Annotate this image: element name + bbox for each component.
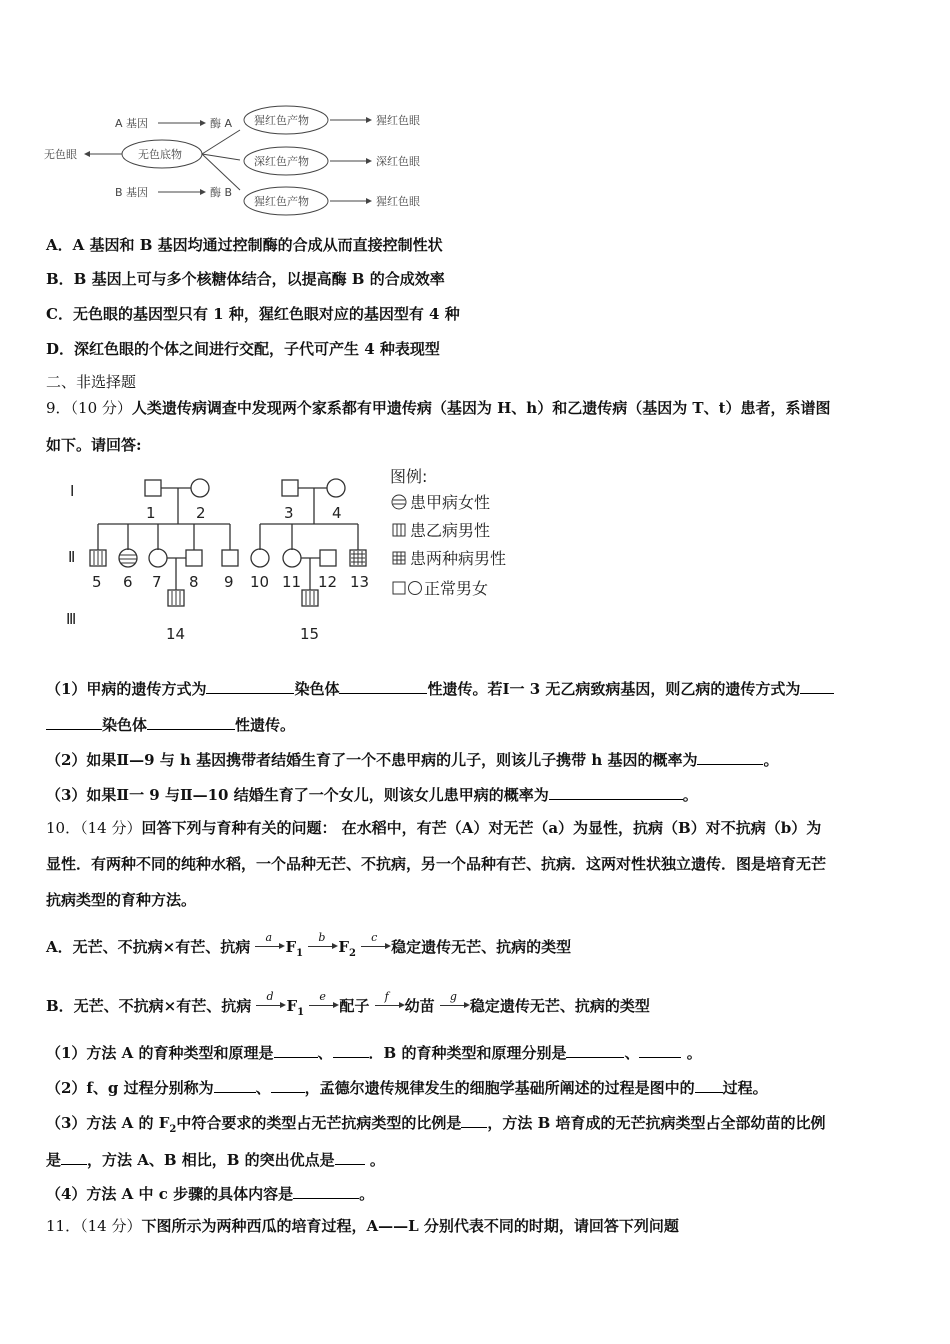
q11-number: 11． <box>46 1217 81 1235</box>
arrow-step-g: g <box>440 998 470 1016</box>
method-b-seedling: 幼苗 <box>404 997 435 1015</box>
q10-sub1-d: 、 <box>624 1044 640 1062</box>
legend-title: 图例: <box>390 467 428 486</box>
individual-1: 1 <box>146 504 156 522</box>
scarlet-product-top: 猩红色产物 <box>254 114 309 127</box>
q10-method-b <box>46 990 650 1024</box>
method-b-prefix: B．无芒、不抗病×有芒、抗病 <box>46 997 252 1015</box>
q10-sub2-b: 、 <box>255 1079 271 1097</box>
q9-sub1-p5: 性遗传。 <box>235 716 296 734</box>
answer-blank[interactable] <box>214 1076 256 1093</box>
method-b-f1: F <box>286 997 298 1015</box>
enzyme-a-label: 酶 A <box>210 117 233 130</box>
q9-sub1-p2: 染色体 <box>294 680 340 698</box>
colorless-eye-label: 无色眼 <box>44 148 77 161</box>
legend-female-disease-a: 患甲病女性 <box>410 493 491 512</box>
individual-14: 14 <box>166 625 186 643</box>
q10-sub3-d: 是 <box>46 1151 62 1169</box>
individual-11: 11 <box>282 573 302 591</box>
section-title: 二、非选择题 <box>46 373 137 391</box>
q8-option-d: D．深红色眼的个体之间进行交配，子代可产生 4 种表现型 <box>46 340 440 358</box>
individual-2: 2 <box>196 504 206 522</box>
enzyme-b-label: 酶 B <box>210 186 233 199</box>
generation-2-label: Ⅱ <box>68 548 76 566</box>
colorless-substrate-label: 无色底物 <box>138 148 182 161</box>
q10-sub1-e: 。 <box>681 1044 702 1062</box>
legend-male-both-diseases: 患两种病男性 <box>410 549 507 568</box>
q9-sub1-line1 <box>46 677 834 700</box>
dark-red-product: 深红色产物 <box>254 155 309 168</box>
method-a-f2-sub: 2 <box>348 948 356 959</box>
generation-1-label: Ⅰ <box>70 482 75 500</box>
individual-7: 7 <box>152 573 162 591</box>
q9-sub2-text: （2）如果Ⅱ—9 与 h 基因携带者结婚生育了一个不患甲病的儿子，则该儿子携带 h 基因的概率为 <box>46 751 698 769</box>
method-a-f1: F <box>285 938 297 956</box>
q10-stem-line3: 抗病类型的育种方法。 <box>46 891 197 909</box>
q10-sub1 <box>46 1041 702 1064</box>
q8-option-a: A．A 基因和 B 基因均通过控制酶的合成从而直接控制性状 <box>46 236 443 254</box>
q9-number: 9． <box>46 399 71 417</box>
q10-sub2 <box>46 1076 768 1099</box>
arrow-step-a: a <box>255 939 285 957</box>
individual-3: 3 <box>284 504 294 522</box>
method-a-prefix: A．无芒、不抗病×有芒、抗病 <box>46 938 251 956</box>
answer-blank[interactable] <box>697 748 763 765</box>
method-b-gamete: 配子 <box>339 997 370 1015</box>
q9-stem: 人类遗传病调查中发现两个家系都有甲遗传病（基因为 H、h）和乙遗传病（基因为 T、t）患者，系谱图 <box>131 399 831 417</box>
q10-sub3-f: 。 <box>364 1151 385 1169</box>
q10-sub2-d: 过程。 <box>722 1079 768 1097</box>
q10-sub1-b: 、 <box>317 1044 333 1062</box>
q10-method-a <box>46 931 572 965</box>
q10-sub2-a: （2）f、g 过程分别称为 <box>46 1079 214 1097</box>
individual-15: 15 <box>300 625 320 643</box>
scarlet-eye-bottom: 猩红色眼 <box>376 195 420 208</box>
q9-sub2 <box>46 748 778 771</box>
q8-option-b: B．B 基因上可与多个核糖体结合，以提高酶 B 的合成效率 <box>46 270 445 288</box>
q10-sub3-line1 <box>46 1111 826 1141</box>
dark-red-eye: 深红色眼 <box>376 155 420 168</box>
answer-blank[interactable] <box>335 1148 365 1165</box>
q8-option-c: C．无色眼的基因型只有 1 种，猩红色眼对应的基因型有 4 种 <box>46 305 460 323</box>
q10-sub3-e: ，方法 A、B 相比，B 的突出优点是 <box>87 1151 335 1169</box>
gene-a-label: A 基因 <box>115 117 149 130</box>
pathway-diagram <box>40 95 440 220</box>
answer-blank[interactable] <box>800 677 834 694</box>
q9-sub1-p3: 性遗传。若Ⅰ一 3 无乙病致病基因，则乙病的遗传方式为 <box>427 680 801 698</box>
method-a-f1-sub: 1 <box>296 948 304 959</box>
method-b-f1-sub: 1 <box>297 1007 305 1018</box>
generation-3-label: Ⅲ <box>66 610 77 628</box>
gene-b-label: B 基因 <box>115 186 149 199</box>
arrow-step-f: f <box>375 998 405 1016</box>
scarlet-product-bottom: 猩红色产物 <box>254 195 309 208</box>
legend-normal: 正常男女 <box>424 579 489 598</box>
q9-sub3-text: （3）如果Ⅱ一 9 与Ⅱ—10 结婚生育了一个女儿，则该女儿患甲病的概率为 <box>46 786 549 804</box>
individual-8: 8 <box>189 573 199 591</box>
q10-sub3-c: ，方法 B 培育成的无芒抗病类型占全部幼苗的比例 <box>487 1114 826 1132</box>
q11-stem-text: 下图所示为两种西瓜的培育过程，A——L 分别代表不同的时期，请回答下列问题 <box>141 1217 679 1235</box>
pedigree-chart <box>60 462 540 652</box>
q9-sub1-p4: 染色体 <box>102 716 148 734</box>
individual-6: 6 <box>123 573 133 591</box>
answer-blank[interactable] <box>566 1041 624 1058</box>
individual-9: 9 <box>224 573 234 591</box>
answer-blank[interactable] <box>271 1076 305 1093</box>
arrow-step-b: b <box>308 939 338 957</box>
q10-stem-line2: 显性．有两种不同的纯种水稻，一个品种无芒、不抗病，另一个品种有芒、抗病．这两对性状独立遗传．图是培育无芒 <box>46 855 827 873</box>
answer-blank[interactable] <box>61 1148 87 1165</box>
method-a-result: 稳定遗传无芒、抗病的类型 <box>391 938 572 956</box>
method-b-result: 稳定遗传无芒、抗病的类型 <box>469 997 650 1015</box>
q10-stem-line1 <box>46 817 821 839</box>
answer-blank[interactable] <box>639 1041 681 1058</box>
answer-blank[interactable] <box>147 713 235 730</box>
q10-sub3-sub: 2 <box>169 1124 177 1135</box>
q10-sub4 <box>46 1182 374 1205</box>
answer-blank[interactable] <box>461 1111 487 1128</box>
method-a-f2: F <box>338 938 349 956</box>
individual-13: 13 <box>350 573 370 591</box>
q10-stem: 回答下列与育种有关的问题： 在水稻中，有芒（A）对无芒（a）为显性，抗病（B）对不抗病（b）为 <box>141 819 822 837</box>
individual-5: 5 <box>92 573 102 591</box>
q10-number: 10． <box>46 819 81 837</box>
q9-sub1-line2 <box>46 713 295 736</box>
q9-sub1-p1: （1）甲病的遗传方式为 <box>46 680 207 698</box>
q9-sub3 <box>46 783 698 806</box>
q11-stem <box>46 1215 679 1237</box>
q10-sub1-c: ．B 的育种类型和原理分别是 <box>368 1044 567 1062</box>
arrow-step-c: c <box>361 939 391 957</box>
q9-period: 。 <box>682 786 698 804</box>
q9-period: 。 <box>763 751 779 769</box>
q10-sub3-line2 <box>46 1148 385 1171</box>
q10-sub4-b: 。 <box>359 1185 375 1203</box>
arrow-step-e: e <box>309 998 339 1016</box>
individual-10: 10 <box>250 573 270 591</box>
q10-sub4-a: （4）方法 A 中 c 步骤的具体内容是 <box>46 1185 294 1203</box>
q10-sub1-a: （1）方法 A 的育种类型和原理是 <box>46 1044 274 1062</box>
answer-blank[interactable] <box>333 1041 369 1058</box>
q10-sub3-a: （3）方法 A 的 F <box>46 1114 170 1132</box>
q10-sub3-b: 中符合要求的类型占无芒抗病类型的比例是 <box>176 1114 462 1132</box>
q9-score: （10 分） <box>70 399 132 417</box>
answer-blank[interactable] <box>339 677 427 694</box>
q9-stem-line1 <box>46 397 831 419</box>
answer-blank[interactable] <box>549 783 683 800</box>
scarlet-eye-top: 猩红色眼 <box>376 114 420 127</box>
answer-blank[interactable] <box>293 1182 359 1199</box>
individual-4: 4 <box>332 504 342 522</box>
individual-12: 12 <box>318 573 338 591</box>
q10-score: （14 分） <box>80 819 142 837</box>
arrow-step-d: d <box>256 998 286 1016</box>
answer-blank[interactable] <box>206 677 294 694</box>
q11-score: （14 分） <box>80 1217 142 1235</box>
legend-male-disease-b: 患乙病男性 <box>410 521 491 540</box>
answer-blank[interactable] <box>46 713 102 730</box>
answer-blank[interactable] <box>695 1076 723 1093</box>
q9-stem-line2: 如下。请回答: <box>46 436 142 454</box>
answer-blank[interactable] <box>274 1041 318 1058</box>
q10-sub2-c: ，孟德尔遗传规律发生的细胞学基础所阐述的过程是图中的 <box>304 1079 695 1097</box>
